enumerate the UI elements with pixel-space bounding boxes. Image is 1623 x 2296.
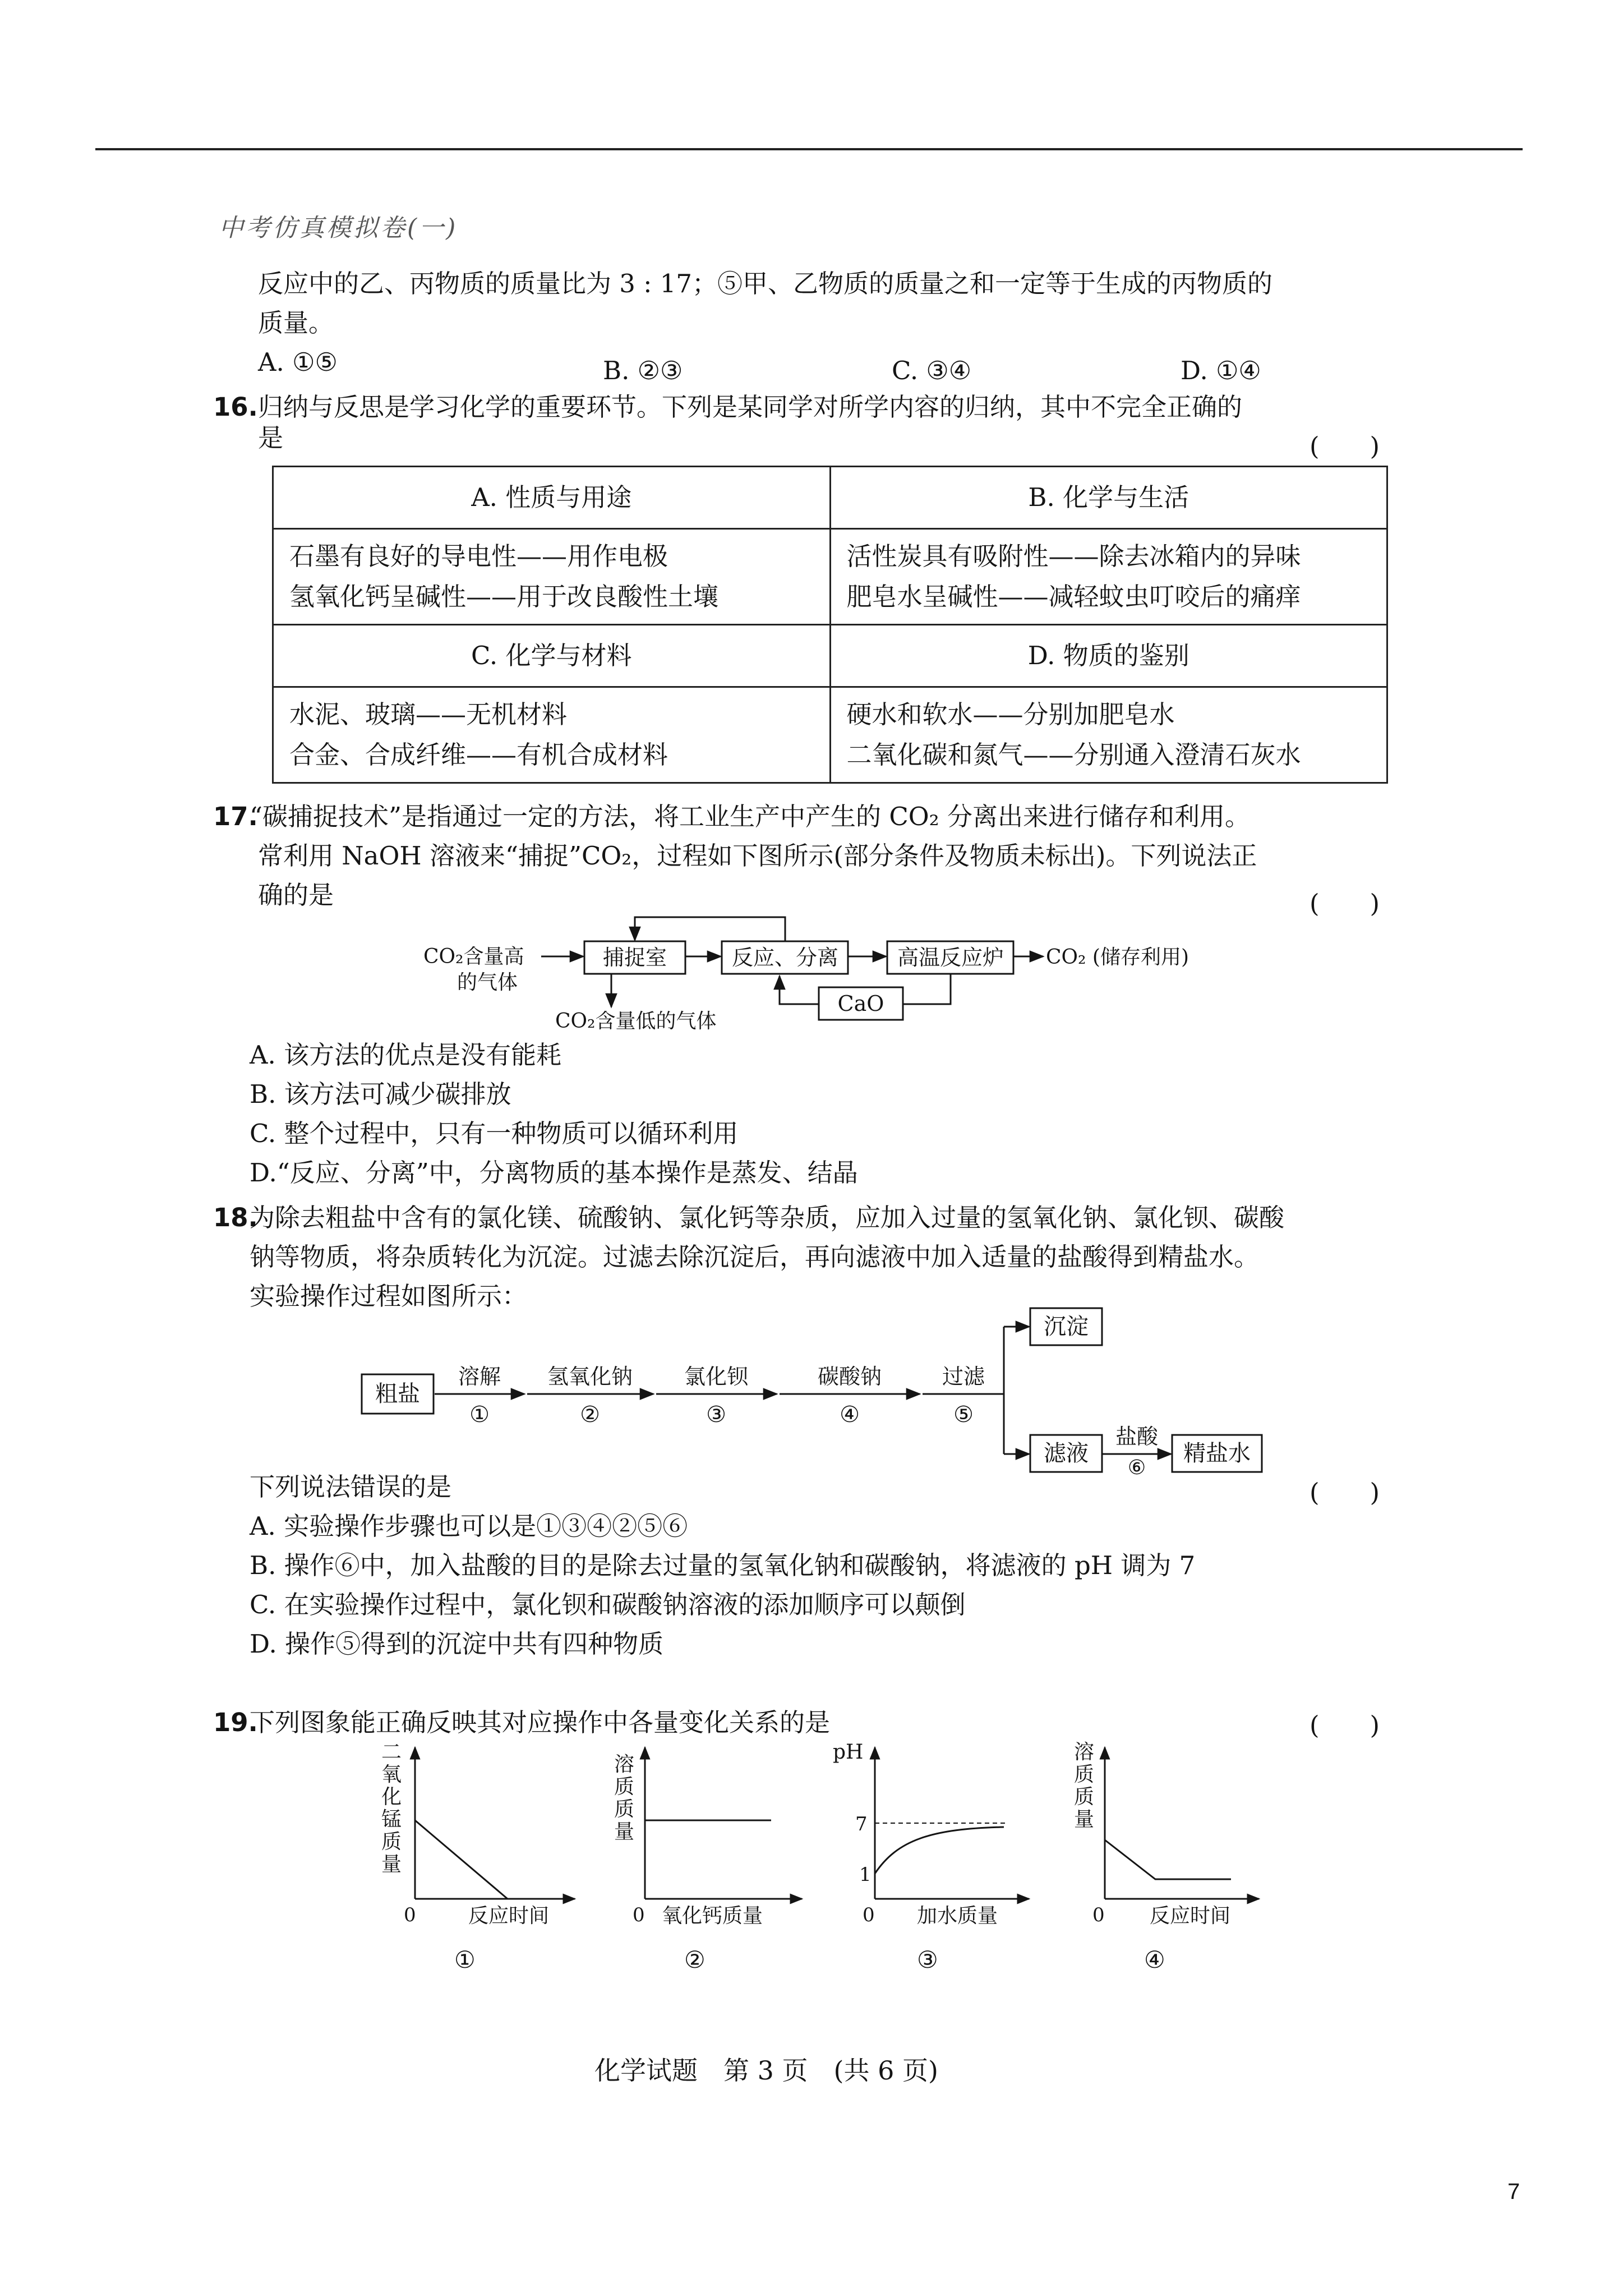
q15-continuation-line2: 质量。 bbox=[258, 308, 334, 338]
step-number: ① bbox=[469, 1402, 490, 1428]
graph-4-ylabel: 溶质质量 bbox=[1074, 1741, 1095, 1831]
top-rule bbox=[95, 148, 1523, 150]
q18-flow-diagram bbox=[359, 1307, 1284, 1475]
graph-1-xlabel: 反应时间 bbox=[468, 1904, 550, 1927]
table-cell-c-content bbox=[273, 687, 831, 783]
q19-graphs bbox=[359, 1736, 1312, 1989]
q17-option-b: B. 该方法可减少碳排放 bbox=[250, 1079, 511, 1109]
q18-stem-line3: 实验操作过程如图所示： bbox=[250, 1281, 528, 1311]
table-cell-b-title: B. 化学与生活 bbox=[830, 467, 1387, 529]
table-d-line: 二氧化碳和氮气——分别通入澄清石灰水 bbox=[846, 740, 1301, 770]
graph-2-origin: 0 bbox=[633, 1904, 645, 1926]
q19-number: 19. bbox=[213, 1708, 258, 1737]
graph-2-number: ② bbox=[684, 1946, 706, 1973]
graph-3-tick-1: 1 bbox=[859, 1864, 872, 1886]
step-label: 碳酸钠 bbox=[817, 1364, 882, 1389]
graph-1-curve bbox=[415, 1820, 508, 1899]
table-b-line: 肥皂水呈碱性——减轻蚊虫叮咬后的痛痒 bbox=[846, 582, 1301, 611]
graph-2 bbox=[614, 1747, 802, 1973]
graph-4 bbox=[1074, 1741, 1259, 1973]
diagram-cao-label: CaO bbox=[837, 991, 884, 1016]
q17-answer-paren: ( ) bbox=[1310, 889, 1380, 918]
step-label-acid: 盐酸 bbox=[1115, 1424, 1159, 1449]
graph-3-curve bbox=[875, 1827, 1004, 1874]
graph-1 bbox=[381, 1741, 575, 1973]
table-cell-c-title: C. 化学与材料 bbox=[273, 625, 831, 687]
graph-1-ylabel: 二氧化锰质量 bbox=[381, 1741, 402, 1876]
table-c-line: 水泥、玻璃——无机材料 bbox=[289, 700, 568, 729]
diagram-brine-label: 精盐水 bbox=[1183, 1441, 1251, 1466]
q18-option-d: D. 操作⑤得到的沉淀中共有四种物质 bbox=[250, 1629, 664, 1659]
q18-stem-line1: 为除去粗盐中含有的氯化镁、硫酸钠、氯化钙等杂质，应加入过量的氢氧化钠、氯化钡、碳酸 bbox=[250, 1203, 1285, 1232]
graph-4-number: ④ bbox=[1144, 1946, 1165, 1973]
q15-continuation-line1: 反应中的乙、丙物质的质量比为 3 : 17；⑤甲、乙物质的质量之和一定等于生成的丙物质的 bbox=[258, 269, 1272, 298]
diagram-box-capture-label: 捕捉室 bbox=[602, 945, 667, 970]
step-number: ③ bbox=[706, 1402, 726, 1428]
table-cell-d-content bbox=[830, 687, 1387, 783]
q16-number: 16. bbox=[213, 392, 258, 422]
q15-option-a: A. ①⑤ bbox=[258, 347, 338, 377]
page-footer: 化学试题 第 3 页 (共 6 页) bbox=[594, 2055, 938, 2086]
q17-option-d: D.“反应、分离”中，分离物质的基本操作是蒸发、结晶 bbox=[250, 1158, 858, 1188]
q17-option-a: A. 该方法的优点是没有能耗 bbox=[250, 1040, 562, 1070]
diagram-crude-salt-label: 粗盐 bbox=[375, 1381, 420, 1407]
table-a-line: 石墨有良好的导电性——用作电极 bbox=[289, 541, 668, 571]
table-cell-a-content bbox=[273, 529, 831, 625]
step-label: 溶解 bbox=[458, 1364, 501, 1389]
q15-option-d: D. ①④ bbox=[1181, 356, 1261, 385]
q16-answer-paren: ( ) bbox=[1310, 431, 1380, 461]
q17-stem-line2: 常利用 NaOH 溶液来“捕捉”CO₂，过程如下图所示(部分条件及物质未标出)。下列说法正 bbox=[258, 841, 1257, 871]
diagram-filtrate-label: 滤液 bbox=[1044, 1441, 1089, 1466]
graph-3 bbox=[833, 1741, 1029, 1973]
table-d-line: 硬水和软水——分别加肥皂水 bbox=[846, 700, 1175, 729]
q17-option-c: C. 整个过程中，只有一种物质可以循环利用 bbox=[250, 1119, 739, 1148]
q15-option-b: B. ②③ bbox=[603, 356, 683, 385]
graph-4-curve bbox=[1105, 1840, 1231, 1879]
table-cell-d-title: D. 物质的鉴别 bbox=[830, 625, 1387, 687]
step-label: 过滤 bbox=[942, 1364, 985, 1389]
q16-table bbox=[272, 466, 1388, 784]
table-a-line: 氢氧化钙呈碱性——用于改良酸性土壤 bbox=[289, 582, 719, 611]
q19-answer-paren: ( ) bbox=[1310, 1710, 1380, 1740]
step-number: ② bbox=[580, 1402, 600, 1428]
q18-number: 18. bbox=[213, 1203, 258, 1232]
graph-2-xlabel: 氧化钙质量 bbox=[662, 1904, 763, 1927]
q18-option-a: A. 实验操作步骤也可以是①③④②⑤⑥ bbox=[250, 1511, 688, 1541]
graph-1-number: ① bbox=[454, 1946, 476, 1973]
step-number: ⑤ bbox=[953, 1402, 974, 1428]
graph-1-origin: 0 bbox=[404, 1904, 416, 1926]
q16-stem-line2: 是 bbox=[258, 423, 284, 453]
q17-number: 17. bbox=[213, 802, 258, 831]
q18-answer-paren: ( ) bbox=[1310, 1478, 1380, 1507]
table-cell-b-content bbox=[830, 529, 1387, 625]
table-c-line: 合金、合成纤维——有机合成材料 bbox=[289, 740, 668, 770]
step-label: 氢氧化钠 bbox=[547, 1364, 633, 1389]
q19-stem: 下列图象能正确反映其对应操作中各量变化关系的是 bbox=[250, 1708, 831, 1737]
q18-stem-line2: 钠等物质，将杂质转化为沉淀。过滤去除沉淀后，再向滤液中加入适量的盐酸得到精盐水。 bbox=[250, 1242, 1260, 1272]
table-b-line: 活性炭具有吸附性——除去冰箱内的异味 bbox=[846, 541, 1301, 571]
diagram-box-react-separate-label: 反应、分离 bbox=[731, 945, 839, 970]
q18-prompt: 下列说法错误的是 bbox=[250, 1472, 452, 1502]
graph-2-ylabel: 溶质质量 bbox=[614, 1753, 635, 1843]
diagram-output-label: CO₂ (储存利用) bbox=[1046, 946, 1189, 969]
graph-3-xlabel: 加水质量 bbox=[917, 1904, 998, 1927]
graph-3-ylabel: pH bbox=[833, 1741, 864, 1764]
graph-4-origin: 0 bbox=[1092, 1904, 1105, 1926]
q17-flow-diagram bbox=[393, 898, 1290, 1049]
step-label: 氯化钡 bbox=[684, 1364, 749, 1389]
q17-stem-line3: 确的是 bbox=[258, 880, 334, 910]
page-number: 7 bbox=[1507, 2179, 1520, 2204]
q18-option-b: B. 操作⑥中，加入盐酸的目的是除去过量的氢氧化钠和碳酸钠，将滤液的 pH 调为 7 bbox=[250, 1550, 1196, 1580]
step-number: ④ bbox=[840, 1402, 860, 1428]
diagram-precipitate-label: 沉淀 bbox=[1044, 1314, 1089, 1340]
step-number-acid: ⑥ bbox=[1127, 1456, 1146, 1475]
diagram-input-label-line2: 的气体 bbox=[457, 971, 518, 994]
recycle-arrow-top bbox=[635, 917, 785, 941]
diagram-box-furnace-label: 高温反应炉 bbox=[897, 945, 1004, 970]
diagram-input-label-line1: CO₂含量高 bbox=[423, 945, 524, 968]
graph-3-origin: 0 bbox=[863, 1904, 875, 1926]
q16-stem-line1: 归纳与反思是学习化学的重要环节。下列是某同学对所学内容的归纳，其中不完全正确的 bbox=[258, 392, 1243, 422]
graph-3-number: ③ bbox=[917, 1946, 938, 1973]
graph-4-xlabel: 反应时间 bbox=[1150, 1904, 1231, 1927]
q17-stem-line1: “碳捕捉技术”是指通过一定的方法，将工业生产中产生的 CO₂ 分离出来进行储存和利用。 bbox=[250, 802, 1250, 831]
graph-3-tick-7: 7 bbox=[855, 1813, 868, 1835]
table-cell-a-title: A. 性质与用途 bbox=[273, 467, 831, 529]
q15-option-c: C. ③④ bbox=[892, 356, 972, 385]
diagram-outlet-label: CO₂含量低的气体 bbox=[555, 1010, 717, 1033]
q18-option-c: C. 在实验操作过程中，氯化钡和碳酸钠溶液的添加顺序可以颠倒 bbox=[250, 1590, 966, 1619]
exam-header: 中考仿真模拟卷(一) bbox=[219, 214, 458, 242]
